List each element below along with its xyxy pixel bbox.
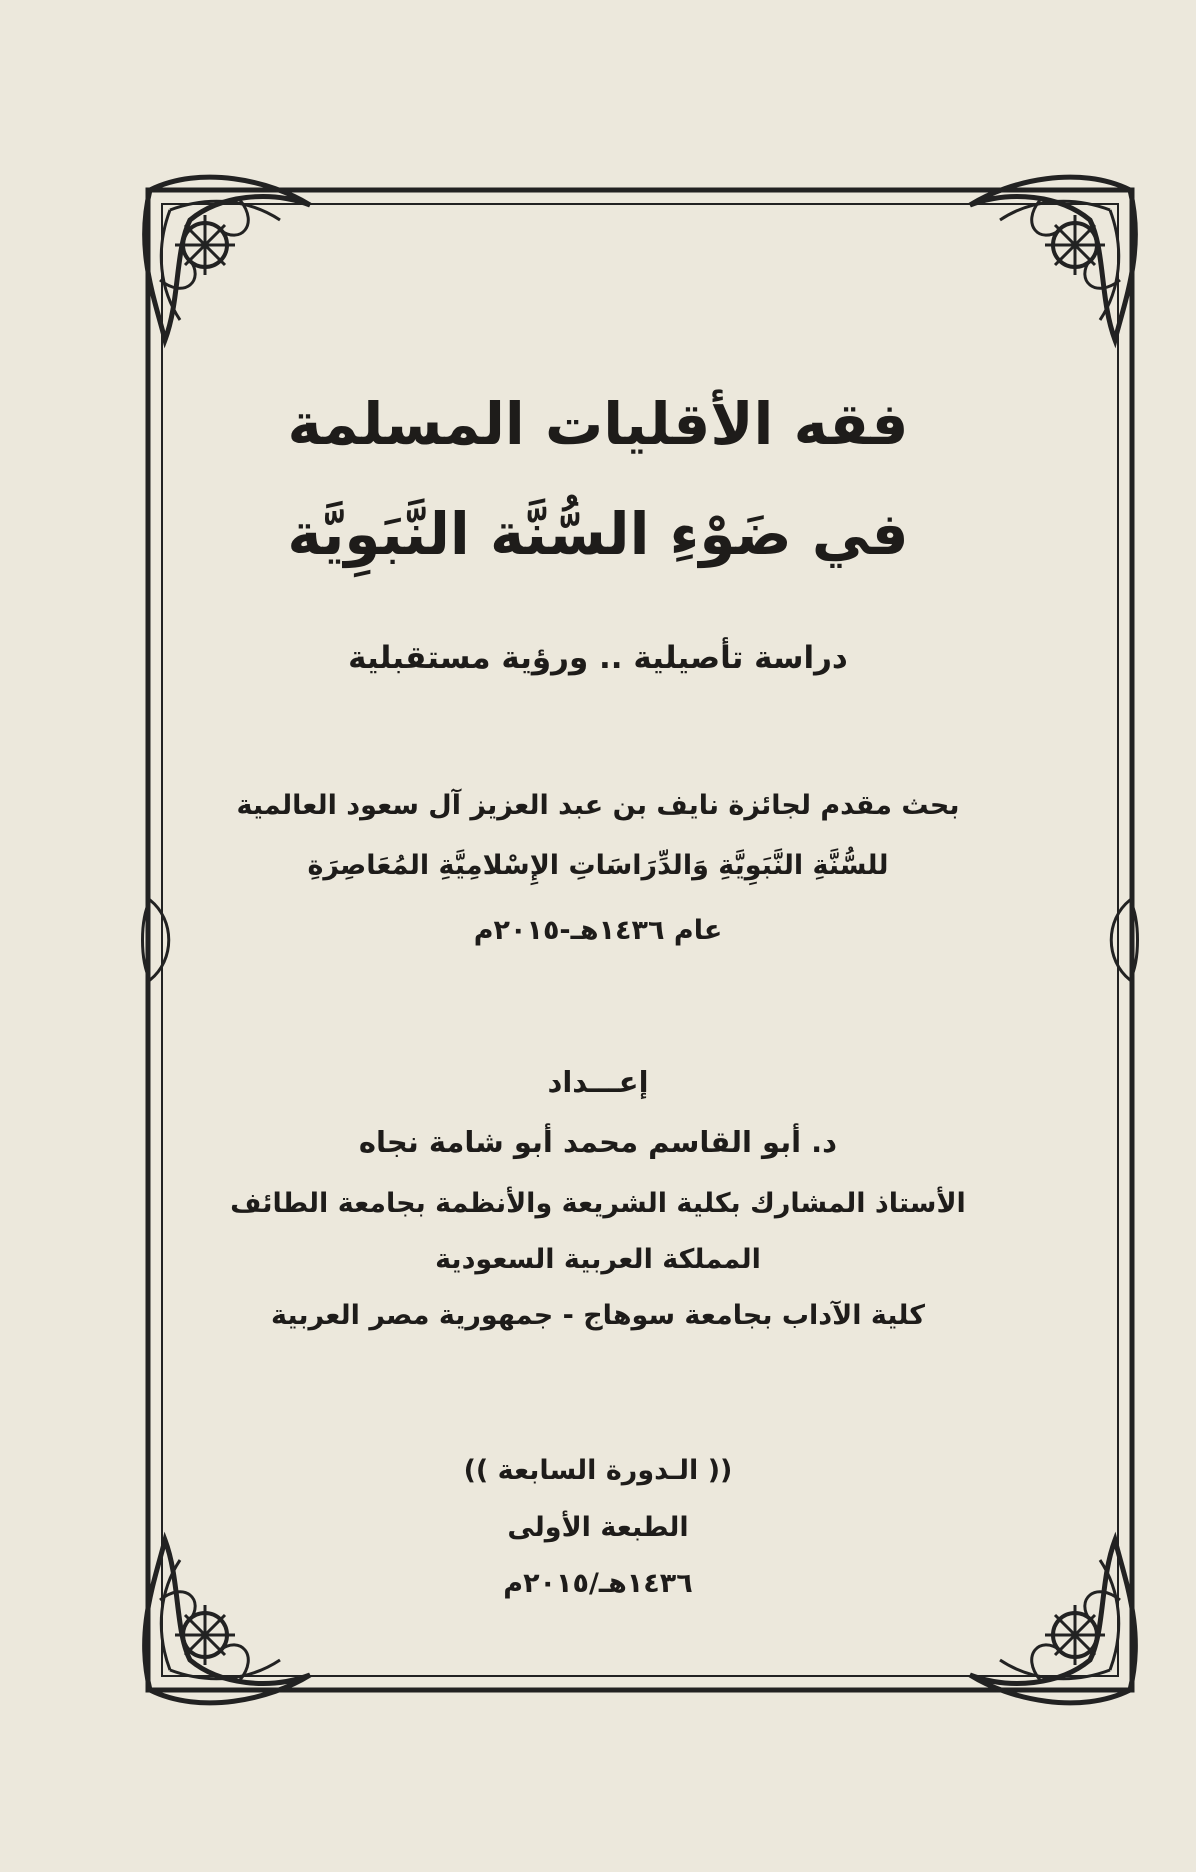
author-affiliation-2: المملكة العربية السعودية	[435, 1244, 761, 1275]
session-label: (( الـدورة السابعة ))	[463, 1455, 733, 1486]
author-name: د. أبو القاسم محمد أبو شامة نجاه	[358, 1125, 838, 1159]
main-title-line-1: فقه الأقليات المسلمة	[287, 390, 909, 458]
author-affiliation-3: كلية الآداب بجامعة سوهاج - جمهورية مصر العربية	[270, 1300, 926, 1331]
prize-line-2: للسُّنَّةِ النَّبَوِيَّةِ وَالدِّرَاسَاتِ الإِسْلامِيَّةِ المُعَاصِرَةِ	[307, 850, 889, 881]
edition-label: الطبعة الأولى	[507, 1512, 689, 1543]
edition-date: ١٤٣٦هـ/٢٠١٥م	[503, 1568, 693, 1599]
subtitle: دراسة تأصيلية .. ورؤية مستقبلية	[348, 640, 848, 676]
prepared-by-label: إعـــداد	[547, 1065, 649, 1099]
prize-line-1: بحث مقدم لجائزة نايف بن عبد العزيز آل سعود العالمية	[236, 790, 960, 821]
main-title-line-2: في ضَوْءِ السُّنَّة النَّبَوِيَّة	[287, 500, 909, 568]
prize-year: عام ١٤٣٦هـ-٢٠١٥م	[473, 915, 723, 946]
author-affiliation-1: الأستاذ المشارك بكلية الشريعة والأنظمة بجامعة الطائف	[230, 1188, 966, 1219]
